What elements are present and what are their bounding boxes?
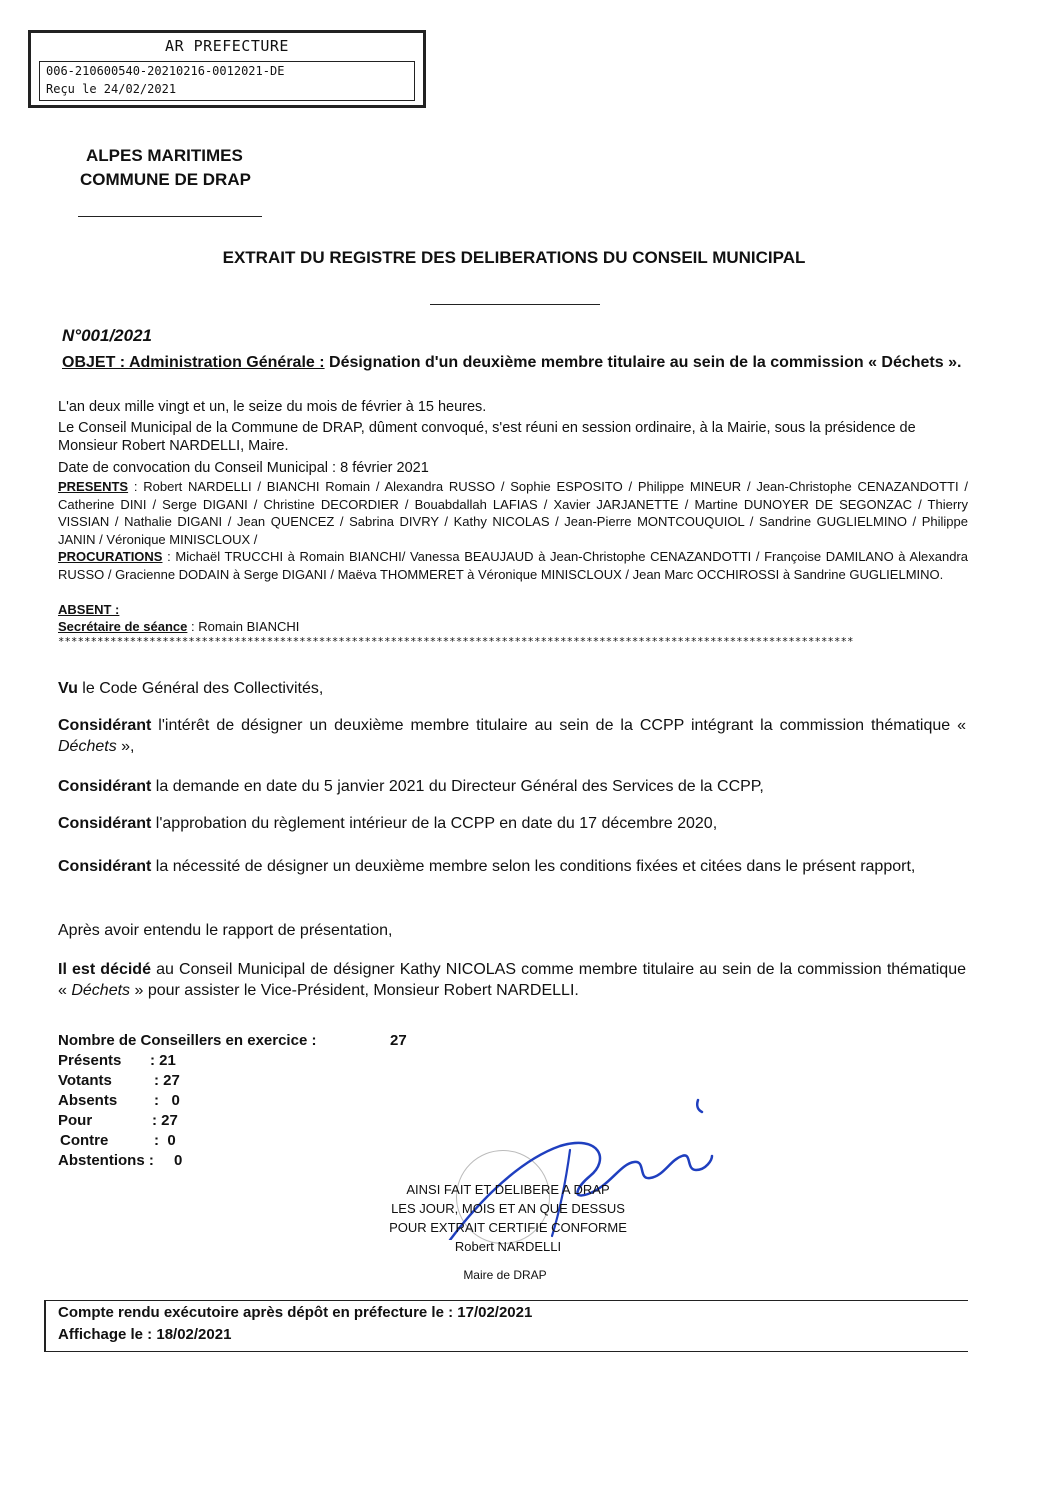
header-divider bbox=[78, 216, 262, 217]
absent-line bbox=[58, 601, 968, 619]
paragraph-vu bbox=[58, 678, 966, 699]
considerant-text: l'approbation du règlement intérieur de la CCPP en date du 17 décembre 2020, bbox=[151, 815, 718, 832]
closing-line: POUR EXTRAIT CERTIFIE CONFORME bbox=[389, 1220, 627, 1235]
secretary-line bbox=[58, 618, 968, 636]
paragraph-considerant-1 bbox=[58, 715, 966, 757]
vu-keyword: Vu bbox=[58, 680, 78, 697]
stamp-reference-box bbox=[39, 61, 415, 101]
considerant-text: l'intérêt de désigner un deuxième membre titulaire au sein de la CCPP intégrant la commission thématique « bbox=[151, 717, 966, 734]
presents-label: PRESENTS bbox=[58, 479, 129, 494]
vote-value: 27 bbox=[390, 1032, 407, 1049]
vote-label: Contre bbox=[60, 1132, 109, 1149]
absent-label: ABSENT : bbox=[58, 602, 120, 617]
procurations-list bbox=[58, 548, 968, 583]
document-title: EXTRAIT DU REGISTRE DES DELIBERATIONS DU CONSEIL MUNICIPAL bbox=[222, 248, 806, 267]
considerant-text: la nécessité de désigner un deuxième membre selon les conditions fixées et citées dans le présent rapport, bbox=[151, 858, 916, 875]
posting-date: Affichage le : 18/02/2021 bbox=[58, 1326, 232, 1343]
considerant-keyword: Considérant bbox=[58, 717, 152, 734]
execution-footer bbox=[44, 1300, 968, 1352]
stamp-reference: 006-210600540-20210216-0012021-DE bbox=[46, 64, 285, 78]
prefecture-stamp bbox=[28, 30, 426, 108]
vote-value: : 0 bbox=[154, 1132, 176, 1149]
paragraph-considerant-2 bbox=[58, 776, 966, 797]
vote-value: : 21 bbox=[150, 1052, 176, 1069]
signatory-name: Robert NARDELLI bbox=[454, 1239, 562, 1254]
vote-value: : 27 bbox=[154, 1072, 180, 1089]
vote-label: Abstentions : bbox=[58, 1152, 154, 1169]
stamp-received-date: Reçu le 24/02/2021 bbox=[46, 82, 177, 96]
object-text: Désignation d'un deuxième membre titulaire au sein de la commission « Déchets ». bbox=[324, 354, 962, 371]
secretary-text: : Romain BIANCHI bbox=[187, 619, 300, 634]
paragraph-considerant-3 bbox=[58, 813, 966, 834]
considerant-keyword: Considérant bbox=[58, 778, 152, 795]
considerant-text-end: », bbox=[116, 738, 135, 755]
paragraph-rapport: Après avoir entendu le rapport de présentation, bbox=[58, 922, 393, 939]
department-name: ALPES MARITIMES bbox=[86, 146, 243, 165]
considerant-text: la demande en date du 5 janvier 2021 du Directeur Général des Services de la CCPP, bbox=[151, 778, 764, 795]
vote-value: : 0 bbox=[154, 1092, 180, 1109]
vu-text: le Code Général des Collectivités, bbox=[77, 680, 324, 697]
vote-value: 0 bbox=[174, 1152, 183, 1169]
deliberation-number: N°001/2021 bbox=[62, 326, 152, 345]
decision-keyword: Il est décidé bbox=[58, 961, 151, 978]
vote-label: Pour bbox=[58, 1112, 93, 1129]
stamp-title: AR PREFECTURE bbox=[165, 37, 289, 55]
intro-date: L'an deux mille vingt et un, le seize du mois de février à 15 heures. bbox=[58, 399, 487, 415]
vote-value: : 27 bbox=[152, 1112, 178, 1129]
paragraph-decision bbox=[58, 959, 966, 1001]
signatory-title: Maire de DRAP bbox=[463, 1268, 547, 1282]
decision-text: au Conseil Municipal de désigner Kathy NICOLAS comme membre titulaire au sein de la commission thématique « bbox=[58, 961, 966, 999]
title-divider bbox=[430, 304, 600, 305]
secretary-label: Secrétaire de séance bbox=[58, 619, 188, 634]
closing-line: AINSI FAIT ET DELIBERE A DRAP bbox=[406, 1182, 610, 1197]
considerant-keyword: Considérant bbox=[58, 815, 152, 832]
object-label: OBJET : Administration Générale : bbox=[62, 354, 325, 371]
execution-date: Compte rendu exécutoire après dépôt en préfecture le : 17/02/2021 bbox=[58, 1304, 533, 1321]
procurations-text: : Michaël TRUCCHI à Romain BIANCHI/ Vanessa BEAUJAUD à Jean-Christophe CENAZANDOTTI / Françoise DAMILANO à Alexandra RUSSO / Gracienne DODAIN à Serge DIGANI / Maëva THOMMERET à Véronique MINISCLOUX / Jean Marc OCCHIROSSI à Sandrine GUGLIELMINO. bbox=[58, 549, 968, 582]
signature-block bbox=[388, 1180, 628, 1256]
procurations-label: PROCURATIONS bbox=[58, 549, 163, 564]
intro-convocation: Date de convocation du Conseil Municipal : 8 février 2021 bbox=[58, 460, 429, 476]
vote-label: Absents bbox=[58, 1092, 118, 1109]
decision-text-end: » pour assister le Vice-Président, Monsieur Robert NARDELLI. bbox=[130, 982, 579, 999]
vote-label: Présents bbox=[58, 1052, 122, 1069]
commission-name: Déchets bbox=[58, 738, 117, 755]
presents-list bbox=[58, 478, 968, 548]
commission-name: Déchets bbox=[71, 982, 131, 999]
vote-label: Votants bbox=[58, 1072, 112, 1089]
closing-line: LES JOUR, MOIS ET AN QUE DESSUS bbox=[391, 1201, 625, 1216]
presents-text: : Robert NARDELLI / BIANCHI Romain / Alexandra RUSSO / Sophie ESPOSITO / Philippe MINEUR / Jean-Christophe CENAZANDOTTI / Catherine DINI / Serge DIGANI / Christine DECORDIER / Bouabdallah LAFIAS / Xavier JARJANETTE / Martine DUNOYER DE SEGONZAC / Thierry VISSIAN / Nathalie DIGANI / Jean QUENCEZ / Sabrina DIVRY / Kathy NICOLAS / Jean-Pierre MONTCOUQUIOL / Sandrine GUGLIELMINO / Philippe JANIN / Véronique MINISCLOUX / bbox=[58, 479, 968, 547]
commune-name: COMMUNE DE DRAP bbox=[80, 170, 251, 189]
intro-session: Le Conseil Municipal de la Commune de DRAP, dûment convoqué, s'est réuni en session ordinaire, à la Mairie, sous la présidence de Monsieur Robert NARDELLI, Maire. bbox=[58, 420, 916, 454]
separator-stars: ************************************************************************************************************************** bbox=[58, 636, 854, 648]
considerant-keyword: Considérant bbox=[58, 858, 152, 875]
vote-row-exercice bbox=[58, 1032, 407, 1049]
vote-label: Nombre de Conseillers en exercice : bbox=[58, 1032, 317, 1049]
object-line bbox=[62, 352, 962, 373]
paragraph-considerant-4 bbox=[58, 856, 966, 877]
